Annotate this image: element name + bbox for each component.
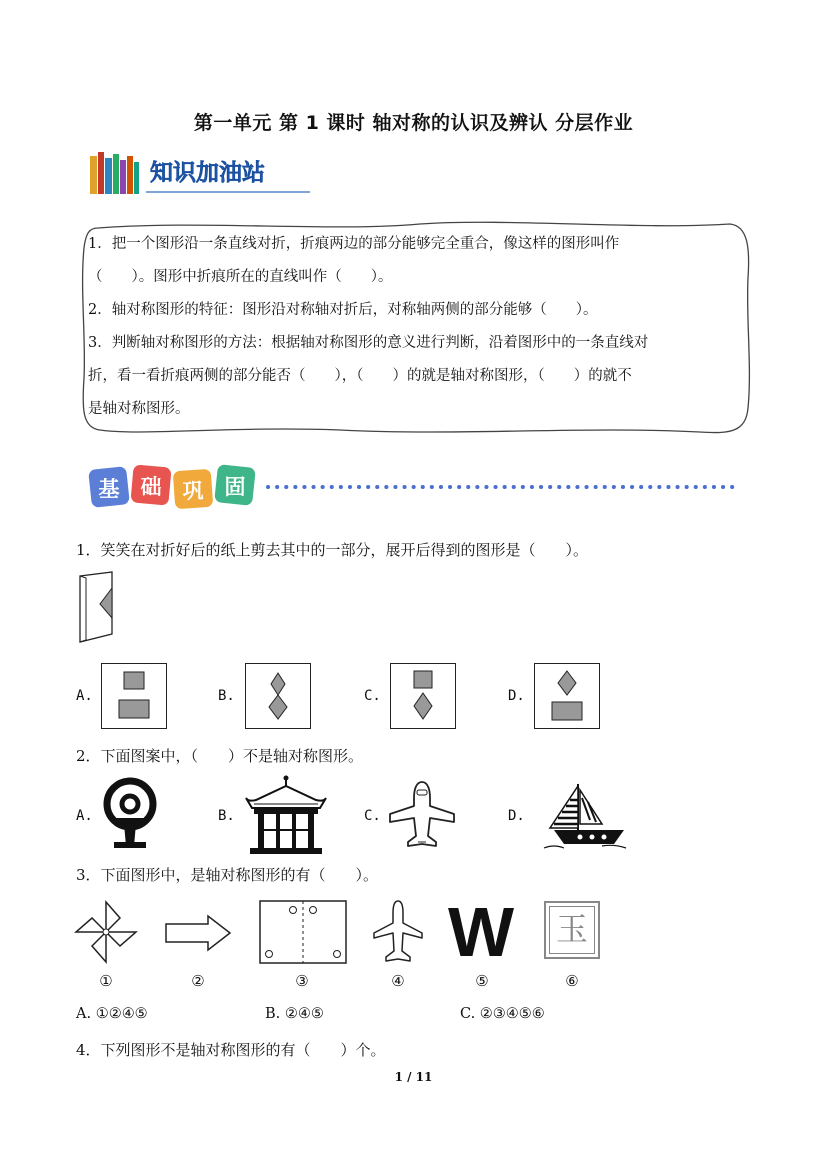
q1-option-d-figure[interactable]	[534, 663, 600, 729]
question-1-text: 1．笑笑在对折好后的纸上剪去其中的一部分，展开后得到的图形是（ ）。	[76, 541, 589, 559]
sailboat-icon[interactable]	[540, 780, 630, 852]
railway-logo-icon[interactable]	[100, 776, 160, 850]
letter-w-figure[interactable]: W	[448, 893, 515, 971]
knowledge-line-3: 2．轴对称图形的特征：图形沿对称轴对折后，对称轴两侧的部分能够（ ）。	[88, 302, 598, 318]
q3-label-5: ⑤	[475, 972, 489, 990]
q3-label-1: ①	[99, 972, 113, 990]
airplane-icon[interactable]	[386, 778, 458, 848]
knowledge-line-1: 1．把一个图形沿一条直线对折，折痕两边的部分能够完全重合，像这样的图形叫作	[88, 236, 620, 252]
knowledge-banner	[88, 148, 318, 200]
q3-label-6: ⑥	[565, 972, 579, 990]
q1-option-a-figure[interactable]	[101, 663, 167, 729]
q1-option-c-label[interactable]: C.	[364, 688, 381, 704]
dotted-divider	[264, 482, 744, 492]
knowledge-line-5: 折，看一看折痕两侧的部分能否（ ），（ ）的就是轴对称图形，（ ）的就不	[88, 368, 632, 384]
q3-answer-a[interactable]: A. ①②④⑤	[76, 1006, 148, 1022]
basic-banner-char-3: 巩	[182, 479, 204, 503]
basic-banner-char-2: 础	[140, 475, 162, 499]
knowledge-banner-label: 知识加油站	[150, 160, 265, 186]
knowledge-line-2: （ ）。图形中折痕所在的直线叫作（ ）。	[88, 269, 393, 285]
q3-label-3: ③	[295, 972, 309, 990]
q1-option-a-label[interactable]: A.	[76, 688, 93, 704]
arrow-figure[interactable]	[164, 914, 234, 952]
folded-paper-figure	[74, 570, 118, 646]
basic-banner-char-4: 固	[224, 475, 246, 499]
q1-option-c-figure[interactable]	[390, 663, 456, 729]
q3-label-4: ④	[391, 972, 405, 990]
pinwheel-figure[interactable]	[74, 900, 138, 964]
knowledge-line-6: 是轴对称图形。	[88, 401, 190, 417]
question-2-text: 2．下面图案中，（ ）不是轴对称图形。	[76, 747, 364, 765]
q2-option-a-label[interactable]: A.	[76, 808, 93, 824]
q1-option-d-label[interactable]: D.	[508, 688, 525, 704]
q2-option-d-label[interactable]: D.	[508, 808, 525, 824]
basic-banner-char-1: 基	[98, 477, 120, 501]
q1-option-b-figure[interactable]	[245, 663, 311, 729]
page-title: 第一单元 第 1 课时 轴对称的认识及辨认 分层作业	[193, 112, 634, 134]
knowledge-line-4: 3．判断轴对称图形的方法：根据轴对称图形的意义进行判断，沿着图形中的一条直线对	[88, 335, 649, 351]
q2-option-b-label[interactable]: B.	[218, 808, 235, 824]
q3-answer-b[interactable]: B. ②④⑤	[265, 1006, 324, 1022]
q3-answer-c[interactable]: C. ②③④⑤⑥	[460, 1006, 545, 1022]
question-3-text: 3．下面图形中，是轴对称图形的有（ ）。	[76, 866, 379, 884]
rectangle-with-circles-figure[interactable]	[259, 900, 347, 964]
boxed-character-figure[interactable]	[544, 901, 600, 959]
airplane-small-figure[interactable]	[372, 899, 424, 965]
q3-label-2: ②	[191, 972, 205, 990]
page-number: 1 / 11	[394, 1070, 433, 1084]
q1-option-b-label[interactable]: B.	[218, 688, 235, 704]
boxed-character-glyph: 玉	[555, 910, 588, 948]
pavilion-icon[interactable]	[244, 774, 328, 856]
question-4-text: 4．下列图形不是轴对称图形的有（ ）个。	[76, 1041, 386, 1059]
q2-option-c-label[interactable]: C.	[364, 808, 381, 824]
basic-banner	[88, 464, 748, 512]
